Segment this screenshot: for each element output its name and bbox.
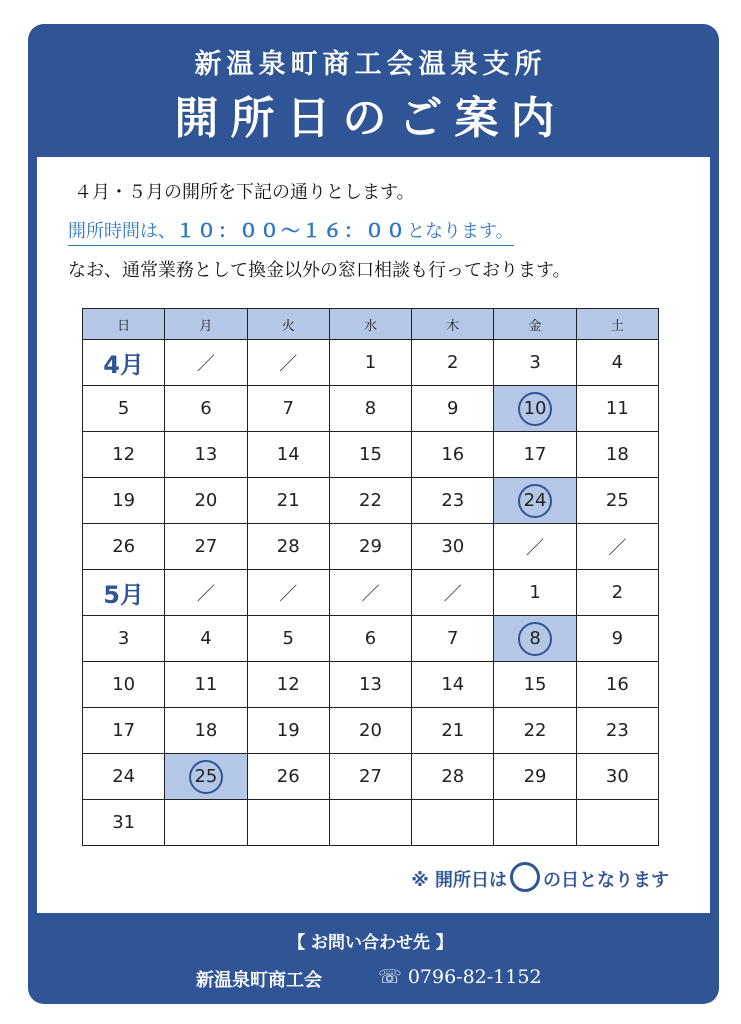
hours-suffix: となります。 [407,221,514,242]
day-number: 5 [117,398,130,419]
day-number: 25 [605,490,629,511]
day-number: 6 [200,398,212,419]
weekday-header: 木 [412,309,494,340]
day-number: 14 [441,674,465,695]
blank-cell [576,800,658,846]
day-cell [247,662,329,708]
day-cell [329,708,411,754]
day-number: 19 [276,720,300,741]
calendar-row [83,386,659,432]
day-cell [576,432,658,478]
weekday-header: 金 [494,309,576,340]
day-cell [494,754,576,800]
calendar-row [83,616,659,662]
phone-number: 0796-82-1152 [407,966,542,988]
day-cell [329,340,411,386]
day-cell [576,386,658,432]
day-number: 13 [194,444,218,465]
day-number: 28 [441,766,465,787]
empty-day: ／ [165,570,247,616]
day-number: 29 [523,766,547,787]
day-cell [83,662,165,708]
day-number: 9 [447,398,459,419]
day-number: 3 [117,628,130,649]
empty-day: ／ [247,570,329,616]
empty-day: ／ [412,570,494,616]
weekday-header: 日 [83,309,165,340]
day-cell [329,754,411,800]
day-cell [576,616,658,662]
day-cell [83,616,165,662]
day-number: 2 [611,582,624,603]
day-number: 12 [112,444,136,465]
open-day-cell [494,616,576,662]
weekday-header: 月 [165,309,247,340]
day-cell [412,524,494,570]
empty-day: ／ [165,340,247,386]
day-number: 17 [112,720,136,741]
day-number: 26 [276,766,300,787]
day-number: 24 [112,766,136,787]
notice-line-1: ４月・５月の開所を下記の通りとします。 [74,182,415,203]
day-number: 6 [364,628,377,649]
day-number: 11 [605,398,629,419]
weekday-header: 水 [329,309,411,340]
day-cell [412,616,494,662]
day-cell [329,662,411,708]
hours-value: １０：００〜１６：００ [176,220,408,242]
month-label: 5月 [83,570,165,616]
day-number: 30 [605,766,629,787]
day-number: 15 [359,444,382,465]
day-number: 4 [611,352,624,373]
day-cell [83,800,165,846]
empty-day: ／ [247,340,329,386]
day-cell [329,478,411,524]
hours-prefix: 開所時間は、 [68,221,176,242]
day-cell [494,340,576,386]
day-cell [83,708,165,754]
day-number: 23 [441,490,465,511]
day-cell [165,708,247,754]
day-cell [247,478,329,524]
weekday-header-row [83,309,659,340]
day-number: 19 [112,490,136,511]
day-cell [412,340,494,386]
day-cell [247,616,329,662]
day-number: 12 [276,674,300,695]
calendar-row [83,708,659,754]
month-label: 4月 [83,340,165,386]
day-number: 21 [276,490,300,511]
day-number: 15 [523,674,547,695]
open-day-cell [494,386,576,432]
day-cell [576,662,658,708]
day-number: 14 [276,444,300,465]
day-cell [165,524,247,570]
day-number: 28 [276,536,300,557]
day-number: 16 [441,444,465,465]
empty-day: ／ [329,570,411,616]
day-cell [165,386,247,432]
legend-prefix: ※ 開所日は [411,870,507,891]
open-day-cell [494,478,576,524]
day-number: 7 [447,628,459,649]
day-number: 17 [523,444,547,465]
day-number: 10 [112,674,136,695]
day-cell [165,662,247,708]
day-number: 22 [359,490,382,511]
day-cell [83,524,165,570]
day-cell [412,478,494,524]
day-cell [494,708,576,754]
day-cell [494,662,576,708]
day-number: 8 [529,628,541,649]
day-number: 25 [194,766,218,787]
day-number: 20 [194,490,218,511]
day-cell [412,432,494,478]
notice-hours-line [68,216,514,246]
day-cell [329,524,411,570]
day-cell [165,478,247,524]
calendar-row [83,478,659,524]
day-number: 20 [359,720,382,741]
day-number: 1 [529,582,541,603]
day-cell [412,754,494,800]
day-cell [83,754,165,800]
day-cell [412,708,494,754]
blank-cell [247,800,329,846]
day-cell [494,570,576,616]
calendar-row [83,662,659,708]
empty-day: ／ [494,524,576,570]
day-cell [247,386,329,432]
day-number: 1 [364,352,377,373]
empty-day: ／ [576,524,658,570]
day-number: 30 [441,536,465,557]
calendar-row [83,432,659,478]
day-number: 18 [194,720,218,741]
day-cell [576,340,658,386]
header-subtitle: 新温泉町商工会温泉支所 [194,49,547,80]
calendar-table [82,308,659,846]
calendar-row [83,570,659,616]
day-cell [412,662,494,708]
day-cell [576,570,658,616]
day-number: 29 [359,536,382,557]
blank-cell [165,800,247,846]
day-number: 5 [282,628,294,649]
notice-line-3: なお、通常業務として換金以外の窓口相談も行っております。 [68,260,571,281]
contact-org: 新温泉町商工会 [196,970,322,991]
day-number: 4 [200,628,212,649]
calendar-row [83,524,659,570]
day-cell [329,432,411,478]
contact-phone [378,966,542,988]
day-number: 31 [112,812,136,833]
day-cell [576,478,658,524]
day-number: 24 [523,490,547,511]
day-cell [576,708,658,754]
day-number: 3 [529,352,541,373]
blank-cell [329,800,411,846]
day-cell [329,386,411,432]
day-cell [83,386,165,432]
day-number: 23 [605,720,629,741]
calendar-row [83,800,659,846]
day-cell [247,708,329,754]
day-cell [83,432,165,478]
calendar-body [83,340,659,846]
contact-title: 【 お問い合わせ先 】 [288,933,453,953]
blank-cell [412,800,494,846]
legend-suffix: の日となります [543,870,669,891]
calendar-row [83,340,659,386]
day-cell [576,754,658,800]
open-day-cell [165,754,247,800]
page-title: 開所日のご案内 [174,93,567,144]
day-number: 22 [523,720,547,741]
day-number: 11 [194,674,218,695]
day-cell [165,432,247,478]
day-cell [83,478,165,524]
day-number: 27 [194,536,218,557]
day-cell [329,616,411,662]
day-number: 2 [447,352,459,373]
day-number: 10 [523,398,547,419]
day-number: 27 [359,766,382,787]
day-cell [165,616,247,662]
day-cell [494,432,576,478]
day-number: 21 [441,720,465,741]
calendar-row [83,754,659,800]
day-number: 8 [364,398,377,419]
legend-note [411,862,669,892]
phone-icon: ☏ [378,966,402,988]
day-number: 26 [112,536,136,557]
day-number: 13 [359,674,382,695]
day-number: 16 [605,674,629,695]
day-cell [247,524,329,570]
day-number: 18 [605,444,629,465]
day-number: 9 [611,628,624,649]
day-number: 7 [282,398,294,419]
circle-icon [510,862,540,892]
weekday-header: 火 [247,309,329,340]
day-cell [247,754,329,800]
day-cell [247,432,329,478]
weekday-header: 土 [576,309,658,340]
blank-cell [494,800,576,846]
day-cell [412,386,494,432]
